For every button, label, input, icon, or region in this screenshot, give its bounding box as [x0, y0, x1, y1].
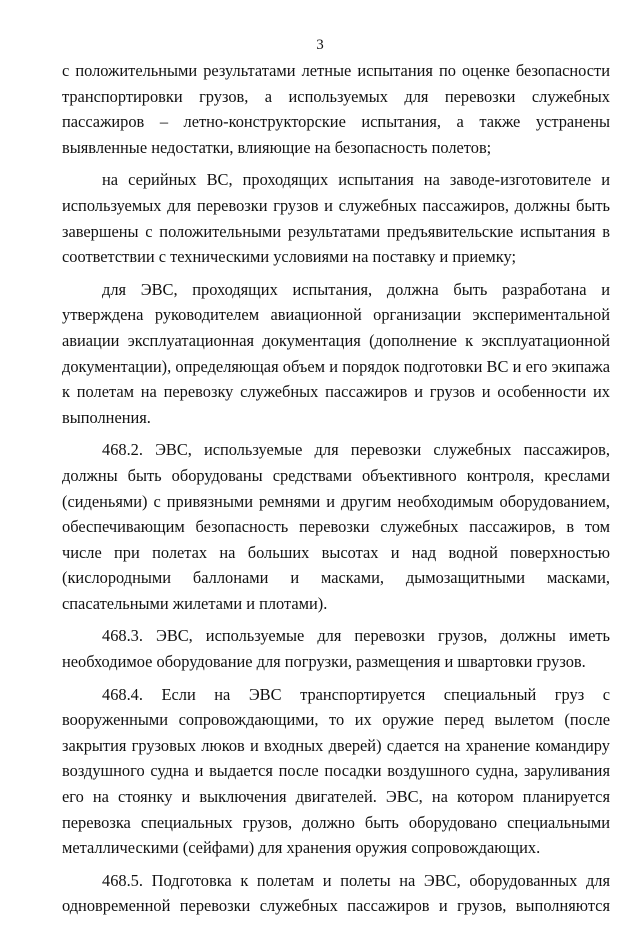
paragraph-serial-aircraft: на серийных ВС, проходящих испытания на заводе-изготовителе и используемых для перевозки грузов и служебных пассажиров, должны быть завершены с положительными результатами предъявительские испытания в соответствии с техническими условиями на поставку и приемку; [62, 170, 610, 267]
document-body [62, 58, 610, 926]
paragraph-continuation: с положительными результатами летные испытания по оценке безопасности транспортировки грузов, а используемых для перевозки служебных пассажиров – летно-конструкторские испытания, а также устранены выявленные недостатки, влияющие на безопасность полетов; [62, 61, 610, 157]
paragraph-468-5: 468.5. Подготовка к полетам и полеты на ЭВС, оборудованных для одновременной перевозки служебных пассажиров и грузов, выполняются [62, 870, 610, 916]
paragraph-468-3: 468.3. ЭВС, используемые для перевозки грузов, должны иметь необходимое оборудование для погрузки, размещения и швартовки грузов. [62, 626, 610, 672]
paragraph-468-4: 468.4. Если на ЭВС транспортируется специальный груз с вооруженными сопровождающими, то их оружие перед вылетом (после закрытия грузовых люков и входных дверей) сдается на хранение командиру воздушного судна и выдается после посадки воздушного судна, заруливания его на стоянку и выключения двигателей. ЭВС, на котором планируется перевозка специальных грузов, должно быть оборудовано специальными металлическими (сейфами) для хранения оружия сопровождающих. [62, 684, 610, 858]
page-number: 3 [316, 37, 324, 53]
paragraph-operational-docs: для ЭВС, проходящих испытания, должна быть разработана и утверждена руководителем авиационной организации экспериментальной авиации эксплуатационная документация (дополнение к эксплуатационной документации), определяющая объем и порядок подготовки ВС и его экипажа к полетам на перевозку служебных пассажиров и грузов и особенности их выполнения. [62, 279, 610, 427]
paragraph-468-2: 468.2. ЭВС, используемые для перевозки служебных пассажиров, должны быть оборудованы средствами объективного контроля, креслами (сиденьями) с привязными ремнями и другим необходимым оборудованием, обеспечивающим безопасность перевозки служебных пассажиров, в том числе при полетах на больших высотах и над водной поверхностью (кислородными баллонами и масками, дымозащитными масками, спасательными жилетами и плотами). [62, 440, 610, 613]
